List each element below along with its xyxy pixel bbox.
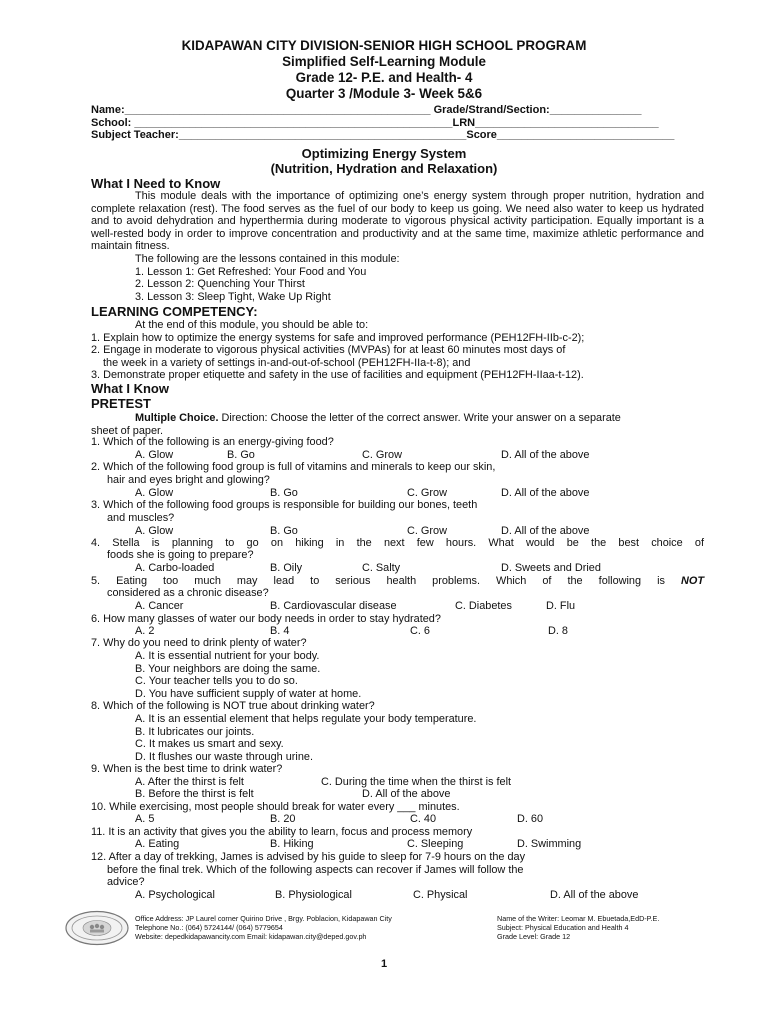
mc-direction (91, 412, 704, 437)
option: B. Hiking (270, 838, 314, 850)
option: C. Grow (362, 449, 402, 461)
question-4-stem-cont: foods she is going to prepare? (107, 549, 254, 561)
option: B. Your neighbors are doing the same. (135, 662, 321, 675)
grade-subject: Grade 12- P.E. and Health- 4 (295, 70, 473, 85)
question-4-line-1: 4. Stella is planning to go on hiking in the next few hours. What would be the best choice of (91, 537, 704, 549)
title-line-2: (Nutrition, Hydration and Relaxation) (270, 161, 498, 176)
option: A. Glow (135, 449, 174, 461)
option: D. All of the above (550, 889, 639, 901)
option: D. Swimming (517, 838, 582, 850)
question-4-line-2 (91, 549, 704, 562)
grade-level: Grade Level: Grade 12 (497, 932, 571, 941)
option: C. 6 (410, 625, 430, 637)
option: A. 2 (135, 625, 155, 637)
lessons-intro: The following are the lessons contained in this module: (135, 253, 400, 265)
pretest-heading: PRETEST (91, 396, 151, 411)
division-title: KIDAPAWAN CITY DIVISION-SENIOR HIGH SCHOOL PROGRAM (181, 38, 587, 53)
question-11-stem: 11. It is an activity that gives you the ability to learn, focus and process memory (91, 826, 473, 838)
section-heading-need-to-know: What I Need to Know (91, 176, 221, 191)
option: B. Oily (270, 562, 303, 574)
mc-direction-text: Direction: Choose the letter of the correct answer. Write your answer on a separate (218, 412, 621, 424)
question-3-line-1: 3. Which of the following food groups is responsible for building our bones, teeth (91, 499, 478, 511)
option: C. It makes us smart and sexy. (135, 738, 284, 751)
lessons-list (91, 253, 704, 303)
competency-item: 3. Demonstrate proper etiquette and safety in the use of facilities and equipment (PEH12FH-IIaa-t-12). (91, 369, 584, 382)
learner-info (91, 104, 691, 142)
question-2-line-2: hair and eyes bright and glowing? (107, 473, 270, 486)
question-12-stem (91, 851, 704, 889)
option: B. Cardiovascular disease (270, 600, 397, 612)
question-2-stem (91, 461, 704, 486)
option: D. 8 (548, 625, 568, 637)
emphasis-not: NOT (681, 575, 704, 587)
teacher-score-row: Subject Teacher:_______________________________________________Score_____________________________ (91, 129, 675, 141)
option: A. Psychological (135, 889, 215, 901)
section-heading-competency: LEARNING COMPETENCY: (91, 304, 258, 319)
mc-label: Multiple Choice. (135, 412, 219, 424)
page-footer (0, 908, 768, 952)
option: A. It is essential nutrient for your body. (135, 650, 320, 662)
question-10-stem: 10. While exercising, most people should break for water every ___ minutes. (91, 801, 460, 813)
option: D. Sweets and Dried (501, 562, 601, 574)
question-8-stem: 8. Which of the following is NOT true about drinking water? (91, 700, 375, 712)
office-contact (135, 914, 392, 941)
option: C. Grow (407, 525, 447, 537)
option: C. During the time when the thirst is felt (321, 776, 512, 788)
option: D. All of the above (501, 487, 590, 499)
option: D. 60 (517, 813, 544, 825)
question-2-line-1: 2. Which of the following food group is full of vitamins and minerals to keep our skin, (91, 461, 496, 473)
option: A. Eating (135, 838, 180, 850)
option: C. Grow (407, 487, 447, 499)
module-type: Simplified Self-Learning Module (282, 54, 486, 69)
question-3-stem (91, 499, 704, 524)
option: B. It lubricates our joints. (135, 725, 255, 738)
question-12-line-1: 12. After a day of trekking, James is advised by his guide to sleep for 7-9 hours on the day (91, 851, 526, 863)
option: A. After the thirst is felt (135, 776, 244, 788)
question-5-line-2 (91, 587, 704, 600)
option: A. Glow (135, 525, 174, 537)
option: C. Sleeping (407, 838, 464, 850)
question-5-stem-cont: considered as a chronic disease? (107, 587, 269, 599)
option: B. Go (270, 487, 298, 499)
title-line-1: Optimizing Energy System (301, 146, 467, 161)
page-number: 1 (380, 958, 388, 970)
option: B. Before the thirst is felt (135, 788, 254, 800)
option: C. Physical (413, 889, 468, 901)
option: C. Diabetes (455, 600, 512, 612)
competency-list (91, 319, 704, 382)
option: D. You have sufficient supply of water at home. (135, 687, 362, 700)
question-8-options (135, 713, 476, 763)
option: B. Go (227, 449, 255, 461)
section-heading-what-i-know: What I Know (91, 381, 169, 396)
option: D. All of the above (362, 788, 451, 800)
school-lrn-row: School: ____________________________________________________LRN______________________________ (91, 116, 659, 129)
option: D. It flushes our waste through urine. (135, 750, 313, 763)
option: A. 5 (135, 813, 155, 825)
option: B. 4 (270, 625, 290, 637)
mc-direction-text-2: sheet of paper. (91, 424, 164, 437)
option: A. Glow (135, 487, 174, 499)
option: C. Your teacher tells you to do so. (135, 675, 298, 688)
name-grade-row: Name:__________________________________________________ Grade/Strand/Section:_______________ (91, 104, 642, 116)
question-7-stem: 7. Why do you need to drink plenty of water? (91, 637, 307, 649)
question-5-stem: 5. Eating too much may lead to serious health problems. Which of the following is (91, 575, 681, 587)
question-3-line-2: and muscles? (107, 511, 175, 524)
module-title (0, 146, 768, 176)
writer-info (497, 914, 659, 941)
writer-name: Name of the Writer: Leomar M. Ebuetada,EdD-P.E. (497, 914, 660, 923)
lesson-item: 2. Lesson 2: Quenching Your Thirst (135, 278, 305, 291)
question-7-options (135, 650, 361, 700)
option: B. 20 (270, 813, 296, 825)
intro-paragraph: This module deals with the importance of optimizing one’s energy system through proper nutrition, hydration and complete relaxation (rest). The food serves as the fuel of our body to keep us going. We need also water to keep us hydrated and to avoid dehydration and hyperthermia during moderate to vigorous physical activity participation. Equally important is a well-rested body in order to improve concentration and productivity and at the same time, maximize athletic performance and maintain fitness. (91, 190, 704, 253)
option: A. Cancer (135, 600, 184, 612)
lesson-item: 3. Lesson 3: Sleep Tight, Wake Up Right (135, 290, 331, 303)
option: B. Go (270, 525, 298, 537)
competency-item: 2. Engage in moderate to vigorous physical activities (MVPAs) for at least 60 minutes most days of (91, 344, 566, 357)
question-12-line-2: before the final trek. Which of the following aspects can recover if James will follow the (107, 863, 524, 876)
quarter-week: Quarter 3 /Module 3- Week 5&6 (285, 86, 483, 101)
option: C. 40 (410, 813, 437, 825)
option: A. It is an essential element that helps regulate your body temperature. (135, 713, 477, 725)
office-website-email: Website: depedkidapawancity.com Email: kidapawan.city@deped.gov.ph (135, 932, 367, 941)
option: A. Carbo-loaded (135, 562, 215, 574)
option: D. All of the above (501, 525, 590, 537)
option: C. Salty (362, 562, 401, 574)
question-5-line-1 (91, 575, 704, 588)
subject-name: Subject: Physical Education and Health 4 (497, 923, 629, 932)
competency-item-cont: the week in a variety of settings in-and-out-of-school (PEH12FH-IIa-t-8); and (103, 356, 471, 369)
option: B. Physiological (275, 889, 352, 901)
question-1-stem: 1. Which of the following is an energy-giving food? (91, 436, 334, 448)
competency-intro: At the end of this module, you should be able to: (135, 319, 369, 331)
question-9-stem: 9. When is the best time to drink water? (91, 763, 283, 775)
question-6-stem: 6. How many glasses of water our body needs in order to stay hydrated? (91, 613, 441, 625)
deped-seal-icon (64, 910, 130, 946)
question-12-line-3: advice? (107, 876, 145, 889)
office-telephone: Telephone No.: (064) 5724144/ (064) 5779654 (135, 923, 283, 932)
option: D. Flu (546, 600, 576, 612)
competency-item: 1. Explain how to optimize the energy systems for safe and improved performance (PEH12FH-IIb-c-2); (91, 331, 585, 344)
lesson-item: 1. Lesson 1: Get Refreshed: Your Food and You (135, 265, 367, 278)
option: D. All of the above (501, 449, 590, 461)
office-address: Office Address: JP Laurel corner Quirino Drive , Brgy. Poblacion, Kidapawan City (135, 914, 392, 923)
module-header (0, 38, 768, 102)
